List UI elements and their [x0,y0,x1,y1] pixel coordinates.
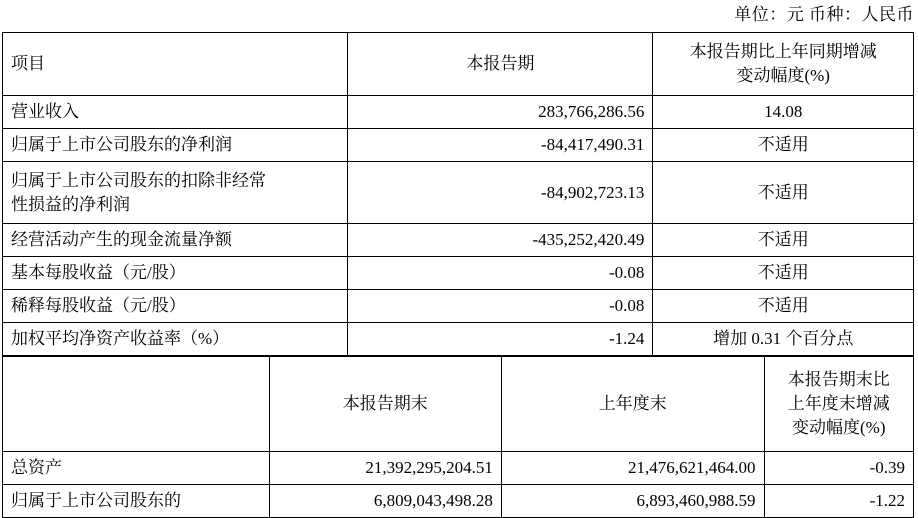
header-period-end: 本报告期末 [269,357,501,452]
row-value: -1.24 [348,323,653,356]
header-period-change-line1: 本报告期末比 [787,370,890,389]
row-current: 6,809,043,498.28 [269,485,501,518]
row-previous: 6,893,460,988.59 [501,485,764,518]
table-row [3,257,914,290]
header-yoy-change-line1: 本报告期比上年同期增减 [689,42,877,61]
header-yoy-change-line2: 变动幅度(%) [736,66,830,85]
header-period-change-line2: 上年度末增减 [787,394,890,413]
table-row [3,290,914,323]
row-change: -1.22 [764,485,914,518]
header-current-period: 本报告期 [348,33,653,96]
table-row [3,162,914,224]
row-value: -84,417,490.31 [348,129,653,162]
header-prior-year-end: 上年度末 [501,357,764,452]
balance-sheet-table [2,356,914,518]
row-label-line2: 性损益的净利润 [11,194,130,214]
row-label: 归属于上市公司股东的 [3,485,270,518]
row-label [3,162,348,224]
table-row [3,323,914,356]
main-financial-table [2,32,914,356]
row-change: -0.39 [764,452,914,485]
header-item: 项目 [3,33,348,96]
row-label: 营业收入 [3,96,348,129]
row-label: 经营活动产生的现金流量净额 [3,224,348,257]
row-change: 不适用 [653,129,914,162]
table-row [3,129,914,162]
row-label: 加权平均净资产收益率（%） [3,323,348,356]
header-blank [3,357,270,452]
row-value: -0.08 [348,257,653,290]
header-yoy-change [653,33,914,96]
row-value: 283,766,286.56 [348,96,653,129]
unit-note: 单位：元 币种：人民币 [734,5,914,24]
row-value: -84,902,723.13 [348,162,653,224]
row-label: 基本每股收益（元/股） [3,257,348,290]
row-label: 归属于上市公司股东的净利润 [3,129,348,162]
row-value: -435,252,420.49 [348,224,653,257]
table-row [3,96,914,129]
row-change: 14.08 [653,96,914,129]
table-header-row [3,33,914,96]
table-row [3,485,914,518]
row-current: 21,392,295,204.51 [269,452,501,485]
row-label: 总资产 [3,452,270,485]
row-change: 不适用 [653,162,914,224]
row-value: -0.08 [348,290,653,323]
row-change: 增加 0.31 个百分点 [653,323,914,356]
row-change: 不适用 [653,290,914,323]
row-previous: 21,476,621,464.00 [501,452,764,485]
row-label-line1: 归属于上市公司股东的扣除非经常 [11,170,266,190]
table-header-row [3,357,914,452]
header-period-change-line3: 变动幅度(%) [792,418,886,437]
table-row [3,452,914,485]
header-period-change [764,357,914,452]
row-change: 不适用 [653,224,914,257]
row-label: 稀释每股收益（元/股） [3,290,348,323]
row-change: 不适用 [653,257,914,290]
table-row [3,224,914,257]
